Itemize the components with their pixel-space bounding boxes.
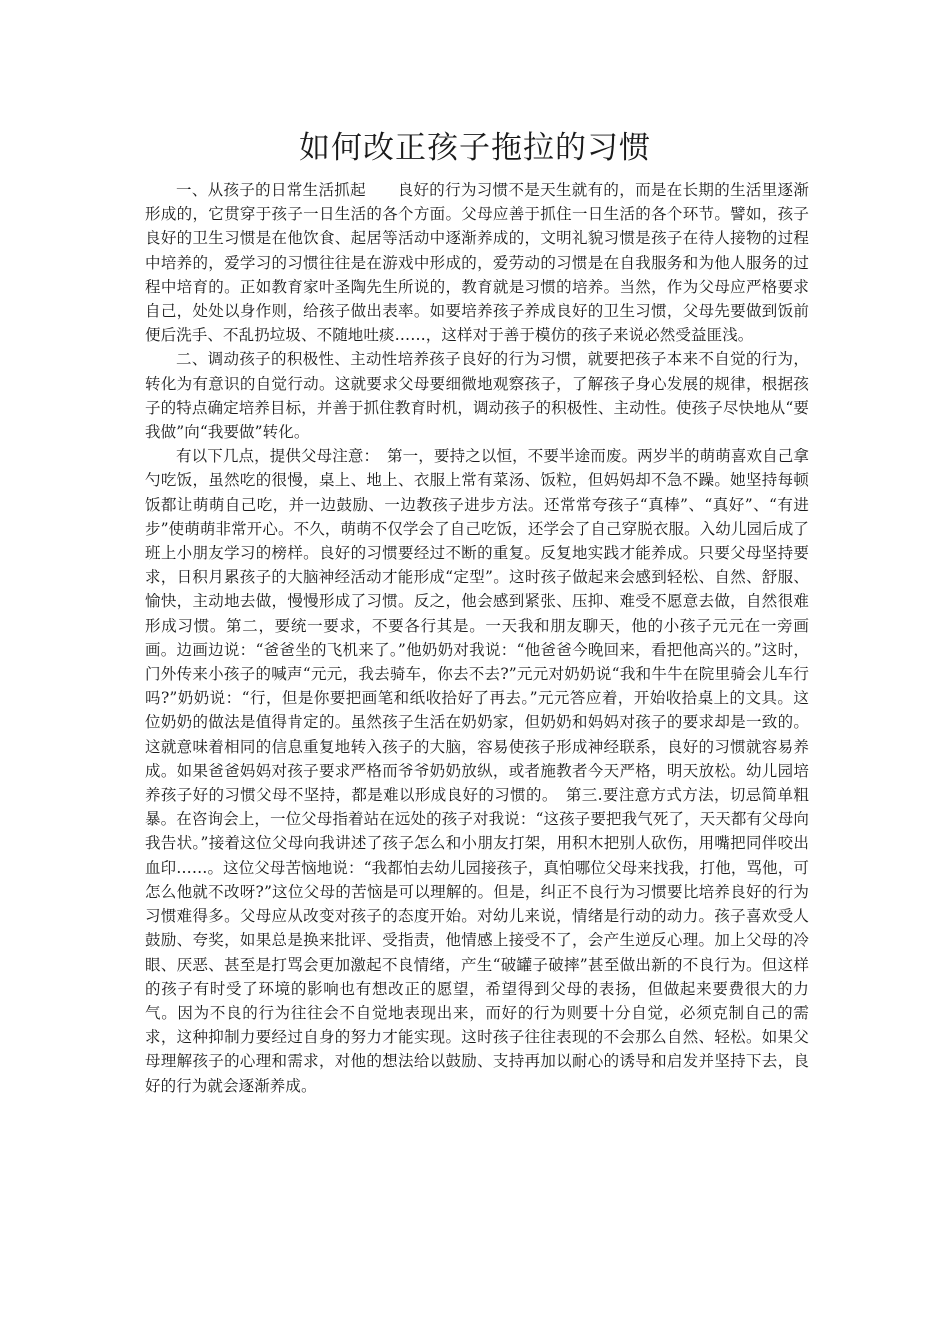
document-body <box>145 178 809 1098</box>
paragraph-daily-life: 一、从孩子的日常生活抓起 良好的行为习惯不是天生就有的，而是在长期的生活里逐渐形成的，它贯穿于孩子一日生活的各个方面。父母应善于抓住一日生活的各个环节。譬如，孩子良好的卫生习惯是在他饮食、起居等活动中逐渐养成的，文明礼貌习惯是孩子在待人接物的过程中培养的，爱学习的习惯往往是在游戏中形成的，爱劳动的习惯是在自我服务和为他人服务的过程中培育的。正如教育家叶圣陶先生所说的，教育就是习惯的培养。当然，作为父母应严格要求自己，处处以身作则，给孩子做出表率。如要培养孩子养成良好的卫生习惯，父母先要做到饭前便后洗手、不乱扔垃圾、不随地吐痰……，这样对于善于模仿的孩子来说必然受益匪浅。 <box>145 181 809 345</box>
paragraph-tips: 有以下几点，提供父母注意： 第一，要持之以恒，不要半途而废。两岁半的萌萌喜欢自己拿勺吃饭，虽然吃的很慢，桌上、地上、衣服上常有菜汤、饭粒，但妈妈却不急不躁。她坚持每顿饭都让萌萌自己吃，并一边鼓励、一边教孩子进步方法。还常常夸孩子“真棒”、“真好”、“有进步”使萌萌非常开心。不久，萌萌不仅学会了自己吃饭，还学会了自己穿脱衣服。入幼儿园后成了班上小朋友学习的榜样。良好的习惯要经过不断的重复。反复地实践才能养成。只要父母坚持要求，日积月累孩子的大脑神经活动才能形成“定型”。这时孩子做起来会感到轻松、自然、舒服、愉快，主动地去做，慢慢形成了习惯。反之，他会感到紧张、压抑、难受不愿意去做，自然很难形成习惯。第二，要统一要求，不要各行其是。一天我和朋友聊天，他的小孩子元元在一旁画画。边画边说：“爸爸坐的飞机来了。”他奶奶对我说：“他爸爸今晚回来，看把他高兴的。”这时，门外传来小孩子的喊声“元元，我去骑车，你去不去?”元元对奶奶说“我和牛牛在院里骑会儿车行吗?”奶奶说：“行，但是你要把画笔和纸收拾好了再去。”元元答应着，开始收拾桌上的文具。这位奶奶的做法是值得肯定的。虽然孩子生活在奶奶家，但奶奶和妈妈对孩子的要求却是一致的。这就意味着相同的信息重复地转入孩子的大脑，容易使孩子形成神经联系，良好的习惯就容易养成。如果爸爸妈妈对孩子要求严格而爷爷奶奶放纵，或者施教者今天严格，明天放松。幼儿园培养孩子好的习惯父母不坚持，都是难以形成良好的习惯的。 第三.要注意方式方法，切忌简单粗暴。在咨询会上，一位父母指着站在远处的孩子对我说：“这孩子要把我气死了，天天都有父母向我告状。”接着这位父母向我讲述了孩子怎么和小朋友打架，用积木把别人砍伤，用嘴把同伴咬出血印……。这位父母苦恼地说：“我都怕去幼儿园接孩子，真怕哪位父母来找我，打他，骂他，可怎么他就不改呀?”这位父母的苦恼是可以理解的。但是，纠正不良行为习惯要比培养良好的行为习惯难得多。父母应从改变对孩子的态度开始。对幼儿来说，情绪是行动的动力。孩子喜欢受人鼓励、夸奖，如果总是换来批评、受指责，他情感上接受不了，会产生逆反心理。加上父母的冷眼、厌恶、甚至是打骂会更加激起不良情绪，产生“破罐子破摔”甚至做出新的不良行为。但这样的孩子有时受了环境的影响也有想改正的愿望，希望得到父母的表扬，但做起来要费很大的力气。因为不良的行为往往会不自觉地表现出来，而好的行为则要十分自觉，必须克制自己的需求，这种抑制力要经过自身的努力才能实现。这时孩子往往表现的不会那么自然、轻松。如果父母理解孩子的心理和需求，对他的想法给以鼓励、支持再加以耐心的诱导和启发并坚持下去，良好的行为就会逐渐养成。 <box>145 447 809 1095</box>
paragraph-initiative: 二、调动孩子的积极性、主动性培养孩子良好的行为习惯，就要把孩子本来不自觉的行为，转化为有意识的自觉行动。这就要求父母要细微地观察孩子，了解孩子身心发展的规律，根据孩子的特点确定培养目标，并善于抓住教育时机，调动孩子的积极性、主动性。使孩子尽快地从“要我做”向“我要做”转化。 <box>145 350 809 442</box>
page-title: 如何改正孩子拖拉的习惯 <box>299 130 651 166</box>
